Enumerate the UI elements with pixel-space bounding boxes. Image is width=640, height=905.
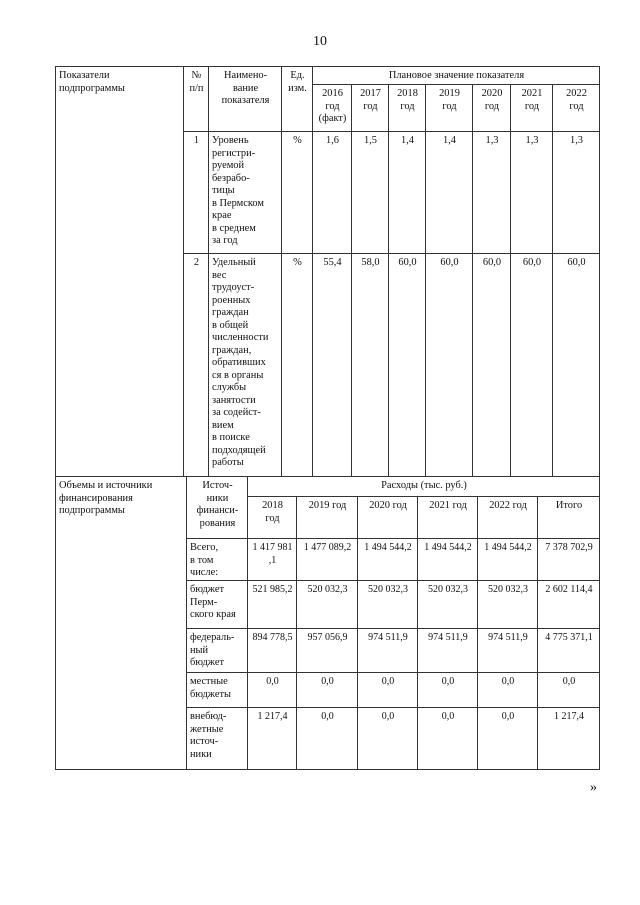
finance-col-expenses: Расходы (тыс. руб.) — [247, 476, 600, 496]
indicators-year-header: 2016 год (факт) — [312, 84, 351, 131]
finance-year-header: 2020 год — [357, 496, 417, 538]
page-number: 10 — [313, 34, 327, 49]
finance-value: 1 494 544,2 — [357, 538, 417, 580]
finance-value: 0,0 — [537, 672, 600, 707]
indicator-value: 60,0 — [472, 253, 510, 476]
closing-quote-mark: » — [590, 780, 597, 795]
finance-value: 974 511,9 — [357, 628, 417, 672]
indicators-year-header: 2018 год — [388, 84, 425, 131]
finance-value: 520 032,3 — [417, 580, 477, 628]
finance-year-header: 2021 год — [417, 496, 477, 538]
finance-value: 1 494 544,2 — [417, 538, 477, 580]
finance-year-header: 2022 год — [477, 496, 537, 538]
finance-year-header: Итого — [537, 496, 600, 538]
indicator-value: 55,4 — [312, 253, 351, 476]
finance-value: 1 494 544,2 — [477, 538, 537, 580]
finance-value: 7 378 702,9 — [537, 538, 600, 580]
finance-value: 957 056,9 — [296, 628, 357, 672]
finance-value: 2 602 114,4 — [537, 580, 600, 628]
finance-source: федераль- ный бюджет — [186, 628, 247, 672]
finance-value: 894 778,5 — [247, 628, 296, 672]
finance-value: 0,0 — [296, 707, 357, 770]
finance-value: 1 217,4 — [247, 707, 296, 770]
indicators-year-header: 2017 год — [351, 84, 388, 131]
indicators-year-header: 2020 год — [472, 84, 510, 131]
indicator-value: 1,4 — [425, 131, 472, 253]
finance-value: 0,0 — [357, 707, 417, 770]
finance-col-source: Источ- ники финанси- рования — [186, 476, 247, 538]
indicator-unit: % — [281, 131, 312, 253]
indicator-value: 1,3 — [472, 131, 510, 253]
finance-value: 1 417 981 ,1 — [247, 538, 296, 580]
indicator-value: 60,0 — [510, 253, 552, 476]
finance-value: 974 511,9 — [477, 628, 537, 672]
finance-value: 0,0 — [417, 672, 477, 707]
finance-value: 1 477 089,2 — [296, 538, 357, 580]
finance-value: 0,0 — [477, 707, 537, 770]
indicator-value: 1,3 — [510, 131, 552, 253]
finance-source: Всего, в том числе: — [186, 538, 247, 580]
finance-value: 4 775 371,1 — [537, 628, 600, 672]
indicator-value: 1,6 — [312, 131, 351, 253]
finance-year-header: 2018 год — [247, 496, 296, 538]
finance-value: 0,0 — [247, 672, 296, 707]
indicator-value: 58,0 — [351, 253, 388, 476]
indicators-year-header: 2019 год — [425, 84, 472, 131]
finance-title: Объемы и источники финансирования подпрограммы — [55, 476, 186, 770]
finance-value: 0,0 — [477, 672, 537, 707]
finance-source: бюджет Перм- ского края — [186, 580, 247, 628]
indicator-value: 60,0 — [425, 253, 472, 476]
indicators-col-unit: Ед. изм. — [281, 66, 312, 131]
finance-year-header: 2019 год — [296, 496, 357, 538]
indicator-value: 1,4 — [388, 131, 425, 253]
indicator-number: 2 — [183, 253, 208, 476]
indicator-value: 60,0 — [552, 253, 600, 476]
finance-value: 520 032,3 — [357, 580, 417, 628]
indicator-value: 60,0 — [388, 253, 425, 476]
indicator-unit: % — [281, 253, 312, 476]
indicators-year-header: 2022 год — [552, 84, 600, 131]
finance-value: 1 217,4 — [537, 707, 600, 770]
indicator-name: Уровень регистри- руемой безрабо- тицы в Пермском крае в среднем за год — [208, 131, 281, 253]
indicator-value: 1,3 — [552, 131, 600, 253]
indicator-value: 1,5 — [351, 131, 388, 253]
indicator-number: 1 — [183, 131, 208, 253]
finance-value: 520 032,3 — [477, 580, 537, 628]
indicators-col-plan: Плановое значение показателя — [312, 66, 600, 84]
finance-value: 520 032,3 — [296, 580, 357, 628]
indicators-year-header: 2021 год — [510, 84, 552, 131]
finance-value: 0,0 — [357, 672, 417, 707]
indicators-title: Показатели подпрограммы — [55, 66, 183, 476]
indicators-col-num: № п/п — [183, 66, 208, 131]
finance-source: местные бюджеты — [186, 672, 247, 707]
finance-value: 521 985,2 — [247, 580, 296, 628]
finance-value: 0,0 — [296, 672, 357, 707]
finance-value: 974 511,9 — [417, 628, 477, 672]
indicator-name: Удельный вес трудоуст- роенных граждан в общей численности граждан, обративших ся в органы службы занятости за содейст- вием в поиске подходящей работы — [208, 253, 281, 476]
finance-value: 0,0 — [417, 707, 477, 770]
indicators-col-name: Наимено- вание показателя — [208, 66, 281, 131]
finance-source: внебюд- жетные источ- ники — [186, 707, 247, 770]
